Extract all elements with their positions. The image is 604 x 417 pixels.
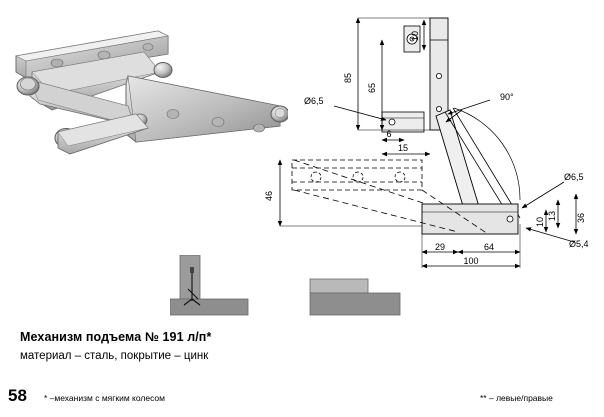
lift-mechanism-photo — [8, 14, 288, 179]
product-subtitle: материал – сталь, покрытие – цинк — [20, 350, 209, 362]
product-photo — [8, 14, 288, 179]
dim-label-angle-90: 90° — [500, 92, 514, 102]
technical-drawing — [258, 4, 602, 276]
dim-label-100: 100 — [463, 256, 479, 266]
application-views — [170, 255, 430, 327]
dim-label-46: 46 — [264, 190, 274, 202]
dim-label-10-right: 10 — [535, 216, 545, 228]
dim-label-65: 65 — [367, 82, 377, 94]
photo-lower-plate — [126, 76, 280, 142]
dim-label-13: 13 — [547, 210, 557, 222]
dim-label-29: 29 — [434, 242, 446, 252]
drawing-dashed-slots — [311, 172, 405, 182]
footnote-left: * –механизм с мягким колесом — [44, 393, 165, 403]
dim-label-hole-54: Ø5,4 — [569, 239, 589, 249]
drawing-diagonal-link — [436, 110, 480, 216]
dim-label-36: 36 — [576, 212, 586, 224]
dim-label-6: 6 — [386, 129, 392, 139]
dim-label-64: 64 — [483, 242, 495, 252]
dim-46 — [280, 160, 422, 226]
drawing-base-plate — [422, 204, 518, 234]
footnote-right: ** – левые/правые — [480, 393, 553, 403]
dim-label-15: 15 — [397, 143, 409, 153]
view-open — [310, 279, 400, 315]
view-closed — [170, 255, 248, 315]
product-title: Механизм подъема № 191 л/п* — [20, 330, 212, 344]
caption-block — [20, 330, 440, 364]
dim-label-10-top: 10 — [410, 30, 420, 42]
dim-label-hole-65-left: Ø6,5 — [304, 96, 324, 106]
dim-label-hole-65-right: Ø6,5 — [564, 172, 584, 182]
page-number: 58 — [8, 386, 27, 405]
dim-label-85: 85 — [343, 72, 353, 84]
